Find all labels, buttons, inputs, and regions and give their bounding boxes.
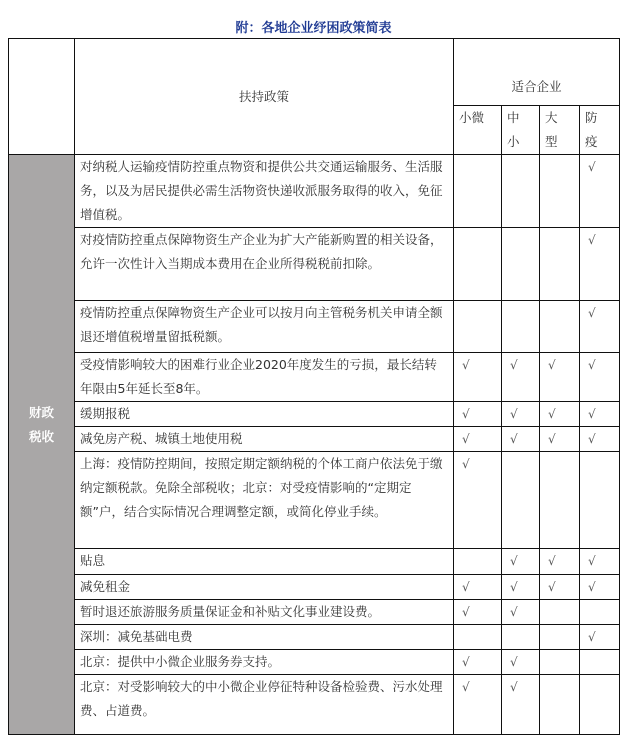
- check-cell-大型: [540, 301, 580, 353]
- check-cell-防疫: [580, 155, 620, 228]
- table-row: [9, 301, 620, 353]
- table-row: [9, 402, 620, 427]
- header-col-2: [540, 106, 580, 155]
- check-cell-中小: [502, 402, 540, 427]
- check-cell-大型: [540, 427, 580, 452]
- check-cell-防疫: [580, 650, 620, 675]
- check-cell-小微: [454, 600, 502, 625]
- page-title: 附：各地企业纾困政策简表: [235, 21, 392, 36]
- check-cell-防疫: [580, 625, 620, 650]
- table-row: [9, 575, 620, 600]
- check-cell-中小: [502, 353, 540, 402]
- check-cell-大型: [540, 155, 580, 228]
- check-cell-防疫: [580, 575, 620, 600]
- header-col-0: [454, 106, 502, 155]
- check-cell-小微: [454, 228, 502, 301]
- check-cell-小微: [454, 549, 502, 575]
- policy-text: 北京：提供中小微企业服务券支持。: [75, 650, 454, 675]
- check-cell-小微: [454, 452, 502, 549]
- check-mark-icon: √: [462, 580, 470, 594]
- check-mark-icon: √: [588, 306, 596, 320]
- check-mark-icon: √: [548, 358, 556, 372]
- check-cell-中小: [502, 549, 540, 575]
- check-cell-大型: [540, 549, 580, 575]
- check-cell-中小: [502, 427, 540, 452]
- check-cell-小微: [454, 155, 502, 228]
- check-mark-icon: √: [462, 680, 470, 694]
- check-mark-icon: √: [462, 655, 470, 669]
- policy-text: 疫情防控重点保障物资生产企业可以按月向主管税务机关申请全额退还增值税增量留抵税额。: [75, 301, 454, 353]
- check-mark-icon: √: [588, 630, 596, 644]
- header-col-text: 防: [585, 110, 598, 125]
- header-col-text: 小微: [459, 110, 485, 125]
- header-col-3: [580, 106, 620, 155]
- policy-text: 受疫情影响较大的困难行业企业2020年度发生的亏损，最长结转年限由5年延长至8年。: [75, 353, 454, 402]
- header-col-text: 小: [507, 134, 520, 149]
- check-mark-icon: √: [588, 160, 596, 174]
- check-mark-icon: √: [588, 407, 596, 421]
- check-cell-防疫: [580, 301, 620, 353]
- check-cell-防疫: [580, 353, 620, 402]
- category-cell: [9, 155, 75, 735]
- check-cell-大型: [540, 675, 580, 735]
- header-category-cell: [9, 39, 75, 155]
- check-cell-大型: [540, 625, 580, 650]
- check-mark-icon: √: [588, 358, 596, 372]
- policy-text: 北京：对受影响较大的中小微企业停征特种设备检验费、污水处理费、占道费。: [75, 675, 454, 735]
- check-cell-中小: [502, 675, 540, 735]
- table-row: [9, 650, 620, 675]
- check-mark-icon: √: [462, 432, 470, 446]
- policy-text: 深圳：减免基础电费: [75, 625, 454, 650]
- check-mark-icon: √: [462, 358, 470, 372]
- check-cell-防疫: [580, 228, 620, 301]
- policy-text: 贴息: [75, 549, 454, 575]
- check-mark-icon: √: [548, 580, 556, 594]
- check-cell-防疫: [580, 600, 620, 625]
- check-cell-小微: [454, 301, 502, 353]
- policy-text: 对纳税人运输疫情防控重点物资和提供公共交通运输服务、生活服务，以及为居民提供必需生活物资快递收派服务取得的收入，免征增值税。: [75, 155, 454, 228]
- check-mark-icon: √: [548, 407, 556, 421]
- table-row: [9, 353, 620, 402]
- check-cell-大型: [540, 650, 580, 675]
- check-cell-防疫: [580, 427, 620, 452]
- check-cell-中小: [502, 625, 540, 650]
- check-mark-icon: √: [548, 432, 556, 446]
- check-mark-icon: √: [510, 605, 518, 619]
- check-mark-icon: √: [548, 554, 556, 568]
- check-cell-小微: [454, 427, 502, 452]
- check-cell-大型: [540, 353, 580, 402]
- policy-text: 减免房产税、城镇土地使用税: [75, 427, 454, 452]
- policy-text: 暂时退还旅游服务质量保证金和补贴文化事业建设费。: [75, 600, 454, 625]
- check-mark-icon: √: [510, 358, 518, 372]
- header-col-text: 疫: [585, 134, 598, 149]
- check-cell-防疫: [580, 549, 620, 575]
- check-mark-icon: √: [462, 407, 470, 421]
- category-label: 财政: [28, 404, 54, 420]
- check-mark-icon: √: [510, 580, 518, 594]
- policy-text: 缓期报税: [75, 402, 454, 427]
- check-cell-中小: [502, 155, 540, 228]
- check-cell-中小: [502, 575, 540, 600]
- table-row: [9, 452, 620, 549]
- table-row: [9, 549, 620, 575]
- header-col-text: 中: [507, 110, 520, 125]
- check-cell-小微: [454, 675, 502, 735]
- check-cell-中小: [502, 452, 540, 549]
- check-cell-小微: [454, 650, 502, 675]
- check-mark-icon: √: [510, 554, 518, 568]
- check-cell-大型: [540, 402, 580, 427]
- header-col-text: 大: [545, 110, 558, 125]
- check-cell-大型: [540, 228, 580, 301]
- check-cell-大型: [540, 452, 580, 549]
- check-mark-icon: √: [462, 605, 470, 619]
- check-mark-icon: √: [510, 407, 518, 421]
- check-mark-icon: √: [588, 580, 596, 594]
- check-cell-中小: [502, 600, 540, 625]
- policy-text: 对疫情防控重点保障物资生产企业为扩大产能新购置的相关设备，允许一次性计入当期成本费用在企业所得税税前扣除。: [75, 228, 454, 301]
- check-cell-小微: [454, 575, 502, 600]
- table-row: [9, 600, 620, 625]
- check-mark-icon: √: [510, 432, 518, 446]
- check-cell-防疫: [580, 402, 620, 427]
- table-row: [9, 675, 620, 735]
- policy-table: [8, 38, 620, 735]
- policy-text: 上海：疫情防控期间，按照定期定额纳税的个体工商户依法免于缴纳定额税款。免除全部税收；北京：对受疫情影响的“定期定额”户，结合实际情况合理调整定额，或简化停业手续。: [75, 452, 454, 549]
- policy-text: 减免租金: [75, 575, 454, 600]
- check-mark-icon: √: [588, 432, 596, 446]
- check-mark-icon: √: [588, 233, 596, 247]
- table-row: [9, 155, 620, 228]
- header-col-text: 型: [545, 134, 558, 149]
- check-cell-中小: [502, 228, 540, 301]
- header-col-1: [502, 106, 540, 155]
- check-cell-中小: [502, 301, 540, 353]
- header-policy: 扶持政策: [75, 39, 454, 155]
- check-mark-icon: √: [462, 457, 470, 471]
- check-cell-小微: [454, 402, 502, 427]
- check-mark-icon: √: [588, 554, 596, 568]
- table-row: [9, 625, 620, 650]
- check-mark-icon: √: [510, 655, 518, 669]
- check-mark-icon: √: [510, 680, 518, 694]
- check-cell-防疫: [580, 675, 620, 735]
- check-cell-中小: [502, 650, 540, 675]
- header-suitable-enterprises: 适合企业: [454, 39, 620, 106]
- table-row: [9, 427, 620, 452]
- check-cell-大型: [540, 600, 580, 625]
- table-row: [9, 228, 620, 301]
- check-cell-防疫: [580, 452, 620, 549]
- category-label: 税收: [28, 428, 54, 444]
- check-cell-小微: [454, 353, 502, 402]
- check-cell-小微: [454, 625, 502, 650]
- check-cell-大型: [540, 575, 580, 600]
